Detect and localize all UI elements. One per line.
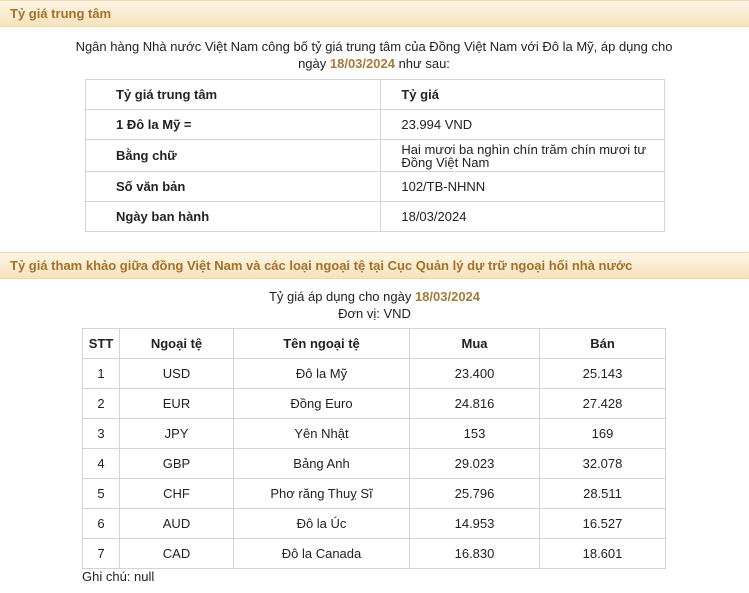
table-row [83,449,666,479]
row-currency-name: Yên Nhật [234,419,410,449]
header-sell: Bán [540,329,666,359]
table-row [86,140,665,172]
row-currency-code: AUD [120,509,234,539]
row-value: Hai mươi ba nghìn chín trăm chín mươi tư Đồng Việt Nam [381,140,665,172]
row-buy: 25.796 [410,479,540,509]
row-value: 18/03/2024 [381,202,665,232]
row-stt: 3 [83,419,120,449]
row-sell: 25.143 [540,359,666,389]
row-sell: 18.601 [540,539,666,569]
row-stt: 1 [83,359,120,389]
row-sell: 169 [540,419,666,449]
intro-text [60,38,688,72]
row-stt: 4 [83,449,120,479]
table-row [83,479,666,509]
row-buy: 23.400 [410,359,540,389]
row-label: Số văn bản [86,172,381,202]
row-currency-name: Phơ răng Thuỵ Sĩ [234,479,410,509]
table-row [83,509,666,539]
row-buy: 24.816 [410,389,540,419]
row-buy: 29.023 [410,449,540,479]
applied-date-line [0,288,749,305]
table-row [83,419,666,449]
section-header-reference-rate [0,252,749,279]
applied-date: 18/03/2024 [414,289,481,304]
table-row [83,389,666,419]
table-header-row [83,329,666,359]
header-currency-name: Tên ngoại tệ [234,329,410,359]
section-title: Tỷ giá tham khảo giữa đồng Việt Nam và các loại ngoại tệ tại Cục Quản lý dự trữ ngoại hối nhà nước [10,258,633,273]
row-currency-code: CAD [120,539,234,569]
table-row [86,202,665,232]
row-currency-code: USD [120,359,234,389]
central-rate-table [85,79,665,232]
row-currency-name: Bảng Anh [234,449,410,479]
row-label: Bằng chữ [86,140,381,172]
row-sell: 27.428 [540,389,666,419]
header-buy: Mua [410,329,540,359]
row-currency-name: Đồng Euro [234,389,410,419]
row-sell: 16.527 [540,509,666,539]
row-label: 1 Đô la Mỹ = [86,110,381,140]
row-stt: 2 [83,389,120,419]
row-label: Ngày ban hành [86,202,381,232]
intro-text-before: Ngân hàng Nhà nước Việt Nam công bố tỷ giá trung tâm của Đồng Việt Nam với Đô la Mỹ, áp dụng cho ngày [75,39,673,71]
row-currency-code: JPY [120,419,234,449]
intro-text-after: như sau: [394,56,450,71]
row-buy: 153 [410,419,540,449]
row-currency-code: CHF [120,479,234,509]
row-stt: 5 [83,479,120,509]
row-buy: 14.953 [410,509,540,539]
row-currency-name: Đô la Úc [234,509,410,539]
reference-rate-table [82,328,666,569]
note-text: Ghi chú: null [82,569,155,584]
header-cell: Tỷ giá trung tâm [86,80,381,110]
section-title: Tỷ giá trung tâm [10,6,112,21]
unit-label: Đơn vị: VND [338,306,411,321]
header-cell: Tỷ giá [381,80,665,110]
table-row [86,172,665,202]
row-sell: 28.511 [540,479,666,509]
row-currency-code: GBP [120,449,234,479]
row-buy: 16.830 [410,539,540,569]
row-stt: 6 [83,509,120,539]
row-currency-name: Đô la Canada [234,539,410,569]
row-sell: 32.078 [540,449,666,479]
header-currency-code: Ngoại tệ [120,329,234,359]
section-header-central-rate [0,0,749,27]
intro-date: 18/03/2024 [329,56,395,71]
table-row [83,359,666,389]
row-currency-code: EUR [120,389,234,419]
applied-date-label: Tỷ giá áp dụng cho ngày [268,289,415,304]
table-row [83,539,666,569]
table-row [86,110,665,140]
header-stt: STT [83,329,120,359]
row-value: 23.994 VND [381,110,665,140]
row-value: 102/TB-NHNN [381,172,665,202]
row-currency-name: Đô la Mỹ [234,359,410,389]
table-header-row [86,80,665,110]
row-stt: 7 [83,539,120,569]
